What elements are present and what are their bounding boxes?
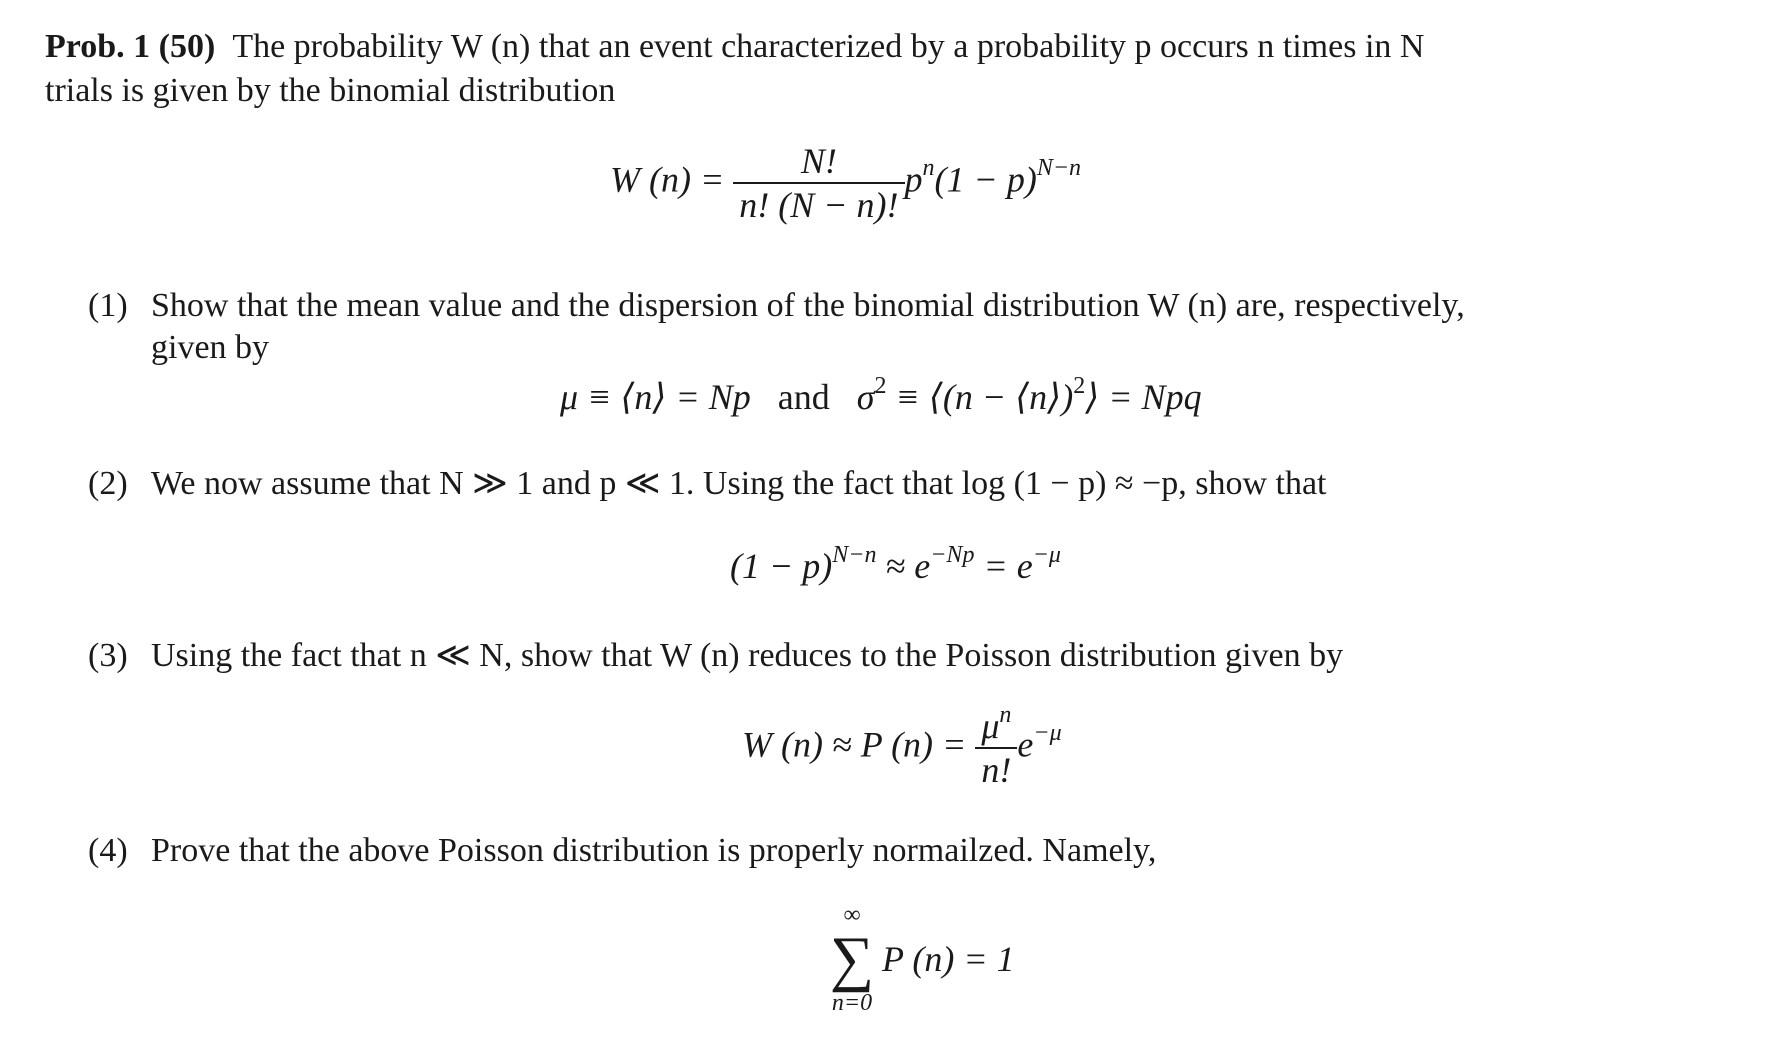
problem-intro-line1: [45, 26, 1424, 68]
part-3-label: (3): [88, 637, 128, 674]
binomial-denominator: n! (N − n)!: [733, 182, 904, 226]
sum-lower: n=0: [831, 990, 873, 1016]
part-1-equation: [560, 373, 1202, 418]
eq1-mid: ≡ ⟨(n − ⟨n⟩): [886, 377, 1074, 417]
part-1-text: Show that the mean value and the dispersion of the binomial distribution W (n) are, respectively,: [151, 287, 1465, 324]
eq2-mid-sup: −Np: [930, 542, 975, 568]
eq-q: (1 − p): [934, 159, 1037, 200]
part-4-equation: [822, 902, 1015, 1016]
eq1-and: and: [777, 377, 830, 417]
part-1-line1: [88, 285, 1465, 327]
part-3-equation: [742, 702, 1062, 791]
sum-upper: ∞: [843, 902, 861, 928]
eq1-mid-sup: 2: [1073, 373, 1086, 399]
part-2-equation: [730, 542, 1061, 587]
eq2-right-sup: −μ: [1032, 542, 1061, 568]
eq2-mid: ≈ e: [876, 546, 931, 586]
part-3-text: Using the fact that n ≪ N, show that W (n) reduces to the Poisson distribution given by: [151, 637, 1344, 674]
problem-intro-line2: trials is given by the binomial distribution: [45, 72, 616, 109]
part-2-line1: [88, 463, 1327, 505]
eq1-left: μ ≡ ⟨n⟩ = Np: [560, 377, 751, 417]
eq1-sigma: σ: [856, 377, 875, 417]
poisson-numerator: [975, 702, 1017, 747]
eq1-sigma-sup: 2: [874, 373, 887, 399]
eq-p-sup: n: [922, 155, 935, 182]
eq3-lhs: W (n) ≈ P (n) =: [742, 724, 967, 765]
eq4-body: P (n) = 1: [882, 939, 1015, 979]
summation: [822, 902, 882, 1016]
part-3-line1: [88, 635, 1343, 677]
poisson-fraction: [975, 702, 1017, 791]
poisson-mu: μ: [981, 706, 1000, 746]
poisson-denominator: n!: [975, 747, 1017, 791]
eq2-base: (1 − p): [730, 546, 833, 586]
part-4-text: Prove that the above Poisson distribution is properly normailzed. Namely,: [151, 832, 1157, 869]
intro-text-1: The probability W (n) that an event characterized by a probability p occurs n times in N: [232, 28, 1425, 65]
part-2-text: We now assume that N ≫ 1 and p ≪ 1. Using the fact that log (1 − p) ≈ −p, show that: [151, 465, 1327, 502]
eq-p: p: [904, 159, 923, 200]
sum-sign: ∑: [829, 925, 875, 993]
eq-lhs: W (n) =: [610, 159, 725, 200]
binomial-numerator: N!: [800, 141, 837, 181]
eq2-right: = e: [974, 546, 1033, 586]
eq-q-sup: N−n: [1036, 155, 1082, 182]
part-2-label: (2): [88, 465, 128, 502]
eq3-e: e: [1017, 724, 1034, 765]
binomial-equation: [610, 140, 1081, 226]
poisson-mu-sup: n: [999, 702, 1012, 728]
problem-heading: Prob. 1 (50): [45, 28, 216, 65]
eq1-right: ⟩ = Npq: [1085, 377, 1202, 417]
eq2-base-sup: N−n: [832, 542, 877, 568]
eq3-e-sup: −μ: [1033, 720, 1062, 747]
part-4-line1: [88, 830, 1156, 872]
part-4-label: (4): [88, 832, 128, 869]
part-1-line2: given by: [151, 329, 270, 366]
binomial-fraction: [733, 140, 904, 226]
part-1-label: (1): [88, 287, 128, 324]
